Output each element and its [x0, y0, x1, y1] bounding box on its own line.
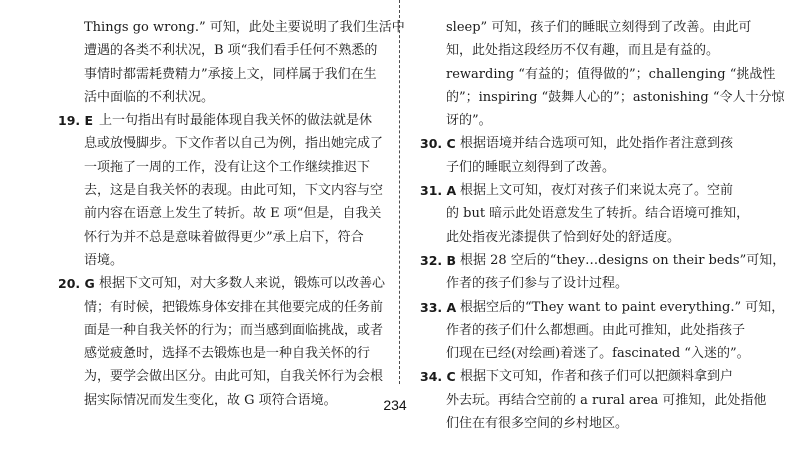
item-text: 根据 28 空后的“they…designs on their beds”可知， [460, 252, 786, 268]
item-line: 遭遇的各类不利状况，B 项“我们看手任何不熟悉的 [84, 43, 378, 59]
item-line: 息或放慢脚步。下文作者以自己为例，指出她完成了 [84, 136, 384, 152]
item-line: 活中面临的不利状况。 [84, 89, 215, 105]
item-number: 20. G [58, 276, 95, 292]
item-line: rewarding “有益的；值得做的”；challenging “挑战性 [446, 66, 776, 82]
item-line: 外去玩。再结合空前的 a rural area 可推知，此处指他 [446, 392, 767, 408]
cut-off-line [58, 0, 386, 16]
answer-item-31 [420, 179, 734, 202]
item-line: sleep” 可知，孩子们的睡眠立刻得到了改善。由此可 [446, 20, 752, 35]
item-line: 一项拖了一周的工作，没有让这个工作继续推迟下 [84, 159, 371, 175]
item-text: 根据下文可知，对大多数人来说，锻炼可以改善心 [99, 276, 386, 292]
item-line: 的 but 暗示此处语意发生了转折。结合语境可推知， [446, 206, 750, 222]
answer-item-32 [420, 249, 786, 272]
item-number: 32. B [420, 252, 457, 268]
page-number: 234 [383, 397, 407, 413]
answer-item-20 [58, 272, 386, 295]
item-line: 为，要学会做出区分。由此可知，自我关怀行为会根 [84, 369, 384, 385]
item-line: Things go wrong.” 可知，此处主要说明了我们生活中 [84, 20, 405, 35]
item-line: 前内容在语意上发生了转折。故 E 项“但是，自我关 [84, 206, 382, 222]
answer-item-34 [420, 365, 734, 388]
item-line: 知，此处指这段经历不仅有趣，而且是有益的。 [446, 43, 720, 59]
item-line: 讶的”。 [446, 113, 492, 129]
column-divider [399, 0, 400, 384]
item-number: 31. A [420, 183, 457, 199]
item-number: 34. C [420, 369, 456, 385]
item-number: 30. C [420, 136, 456, 152]
item-text: 根据下文可知，作者和孩子们可以把颜料拿到户 [460, 369, 734, 385]
answer-item-33 [420, 296, 785, 319]
item-line: 情；有时候，把锻炼身体安排在其他要完成的任务前 [84, 299, 384, 315]
item-line: 去，这是自我关怀的表现。由此可知，下文内容与空 [84, 183, 384, 199]
item-line: 子们的睡眠立刻得到了改善。 [446, 159, 616, 175]
answer-item-19 [58, 109, 386, 132]
item-number: 19. E [58, 113, 94, 129]
item-line: 作者的孩子们参与了设计过程。 [446, 276, 629, 292]
item-line: 面是一种自我关怀的行为；而当感到面临挑战，或者 [84, 322, 384, 338]
answer-item-30 [420, 132, 734, 155]
right-column [420, 0, 786, 435]
item-line: 怀行为并不总是意味着做得更少”承上启下，符合 [84, 229, 364, 245]
item-line: 语境。 [84, 252, 124, 268]
item-line: 的”；inspiring “鼓舞人心的”；astonishing “令人十分惊 [446, 89, 785, 105]
item-text: 根据上文可知，夜灯对孩子们来说太亮了。空前 [460, 183, 734, 199]
cut-off-line [420, 0, 652, 16]
item-text: 上一句指出有时最能体现自我关怀的做法就是休 [99, 113, 373, 129]
item-line: 此处指夜光漆提供了恰到好处的舒适度。 [446, 229, 681, 245]
item-line: 据实际情况而发生变化，故 G 项符合语境。 [84, 392, 337, 408]
item-line: 感觉疲惫时，选择不去锻炼也是一种自我关怀的行 [84, 346, 371, 362]
item-text: 根据语境并结合选项可知，此处指作者注意到孩 [460, 136, 734, 152]
item-number: 33. A [420, 299, 457, 315]
item-line: 们现在已经(对绘画)着迷了。fascinated “入迷的”。 [446, 346, 750, 362]
item-text: 根据空后的“They want to paint everything.” 可知， [460, 299, 785, 315]
item-line: 事情时都需耗费精力”承接上文，同样属于我们在生 [84, 66, 377, 82]
item-line: 们住在有很多空间的乡村地区。 [446, 416, 629, 432]
item-line: 作者的孩子们什么都想画。由此可推知，此处指孩子 [446, 322, 746, 338]
